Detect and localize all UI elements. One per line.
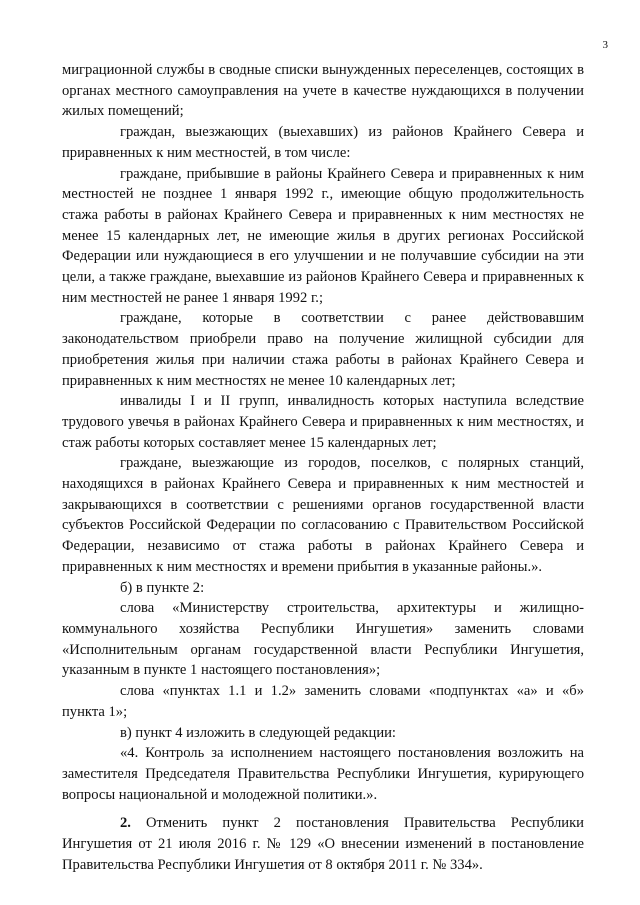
item-number: 2.: [120, 815, 131, 832]
paragraph: граждан, выезжающих (выехавших) из районов Крайнего Севера и приравненных к ним местностей, в том числе:: [62, 124, 584, 161]
paragraph: «4. Контроль за исполнением настоящего постановления возложить на заместителя Председателя Правительства Республики Ингушетия, курирующего вопросы национальной и молодежной политики.».: [62, 745, 584, 803]
paragraph: в) пункт 4 изложить в следующей редакции:: [120, 724, 396, 741]
final-item-paragraph: [62, 813, 584, 875]
document-body: [62, 60, 584, 875]
item-text: Отменить пункт 2 постановления Правительства Республики Ингушетия от 21 июля 2016 г. № 129 «О внесении изменений в постановление Правительства Республики Ингушетия от 8 октября 2011 г. № 334».: [62, 815, 584, 873]
paragraph: слова «пунктах 1.1 и 1.2» заменить словами «подпунктах «а» и «б» пункта 1»;: [62, 683, 584, 720]
paragraph: инвалиды I и II групп, инвалидность которых наступила вследствие трудового увечья в районах Крайнего Севера и приравненных к ним местностях, и стаж работы которых составляет менее 15 календарных лет;: [62, 393, 584, 451]
page-number: 3: [602, 39, 608, 51]
paragraph: граждане, выезжающие из городов, поселков, с полярных станций, находящихся в районах Крайнего Севера и приравненных к ним местностей и закрывающихся в соответствии с решениями органов государственной власти субъектов Российской Федерации по согласованию с Правительством Российской Федерации, независимо от стажа работы в районах Крайнего Севера и приравненных к ним местностях и времени прибытия в указанные районы.».: [62, 455, 584, 575]
paragraph: б) в пункте 2:: [120, 579, 205, 596]
paragraph: граждане, прибывшие в районы Крайнего Севера и приравненных к ним местностей не позднее 1 января 1992 г., имеющие общую продолжительность стажа работы в районах Крайнего Севера и приравненных к ним местностях не менее 15 календарных лет, не имеющие жилья в других регионах Российской Федерации или нуждающиеся в его улучшении и не получавшие субсидии на эти цели, а также граждане, выехавшие из районов Крайнего Севера и приравненных к ним местностей не ранее 1 января 1992 г.;: [62, 165, 584, 306]
paragraph: миграционной службы в сводные списки вынужденных переселенцев, состоящих в органах местного самоуправления на учете в качестве нуждающихся в получении жилых помещений;: [62, 62, 584, 120]
paragraph: слова «Министерству строительства, архитектуры и жилищно-коммунального хозяйства Республики Ингушетия» заменить словами «Исполнительным органам государственной власти Республики Ингушетия, указанным в пункте 1 настоящего постановления»;: [62, 600, 584, 679]
paragraph: граждане, которые в соответствии с ранее действовавшим законодательством приобрели право на получение жилищной субсидии для приобретения жилья при наличии стажа работы в районах Крайнего Севера и приравненных к ним местностях не менее 10 календарных лет;: [62, 310, 584, 389]
